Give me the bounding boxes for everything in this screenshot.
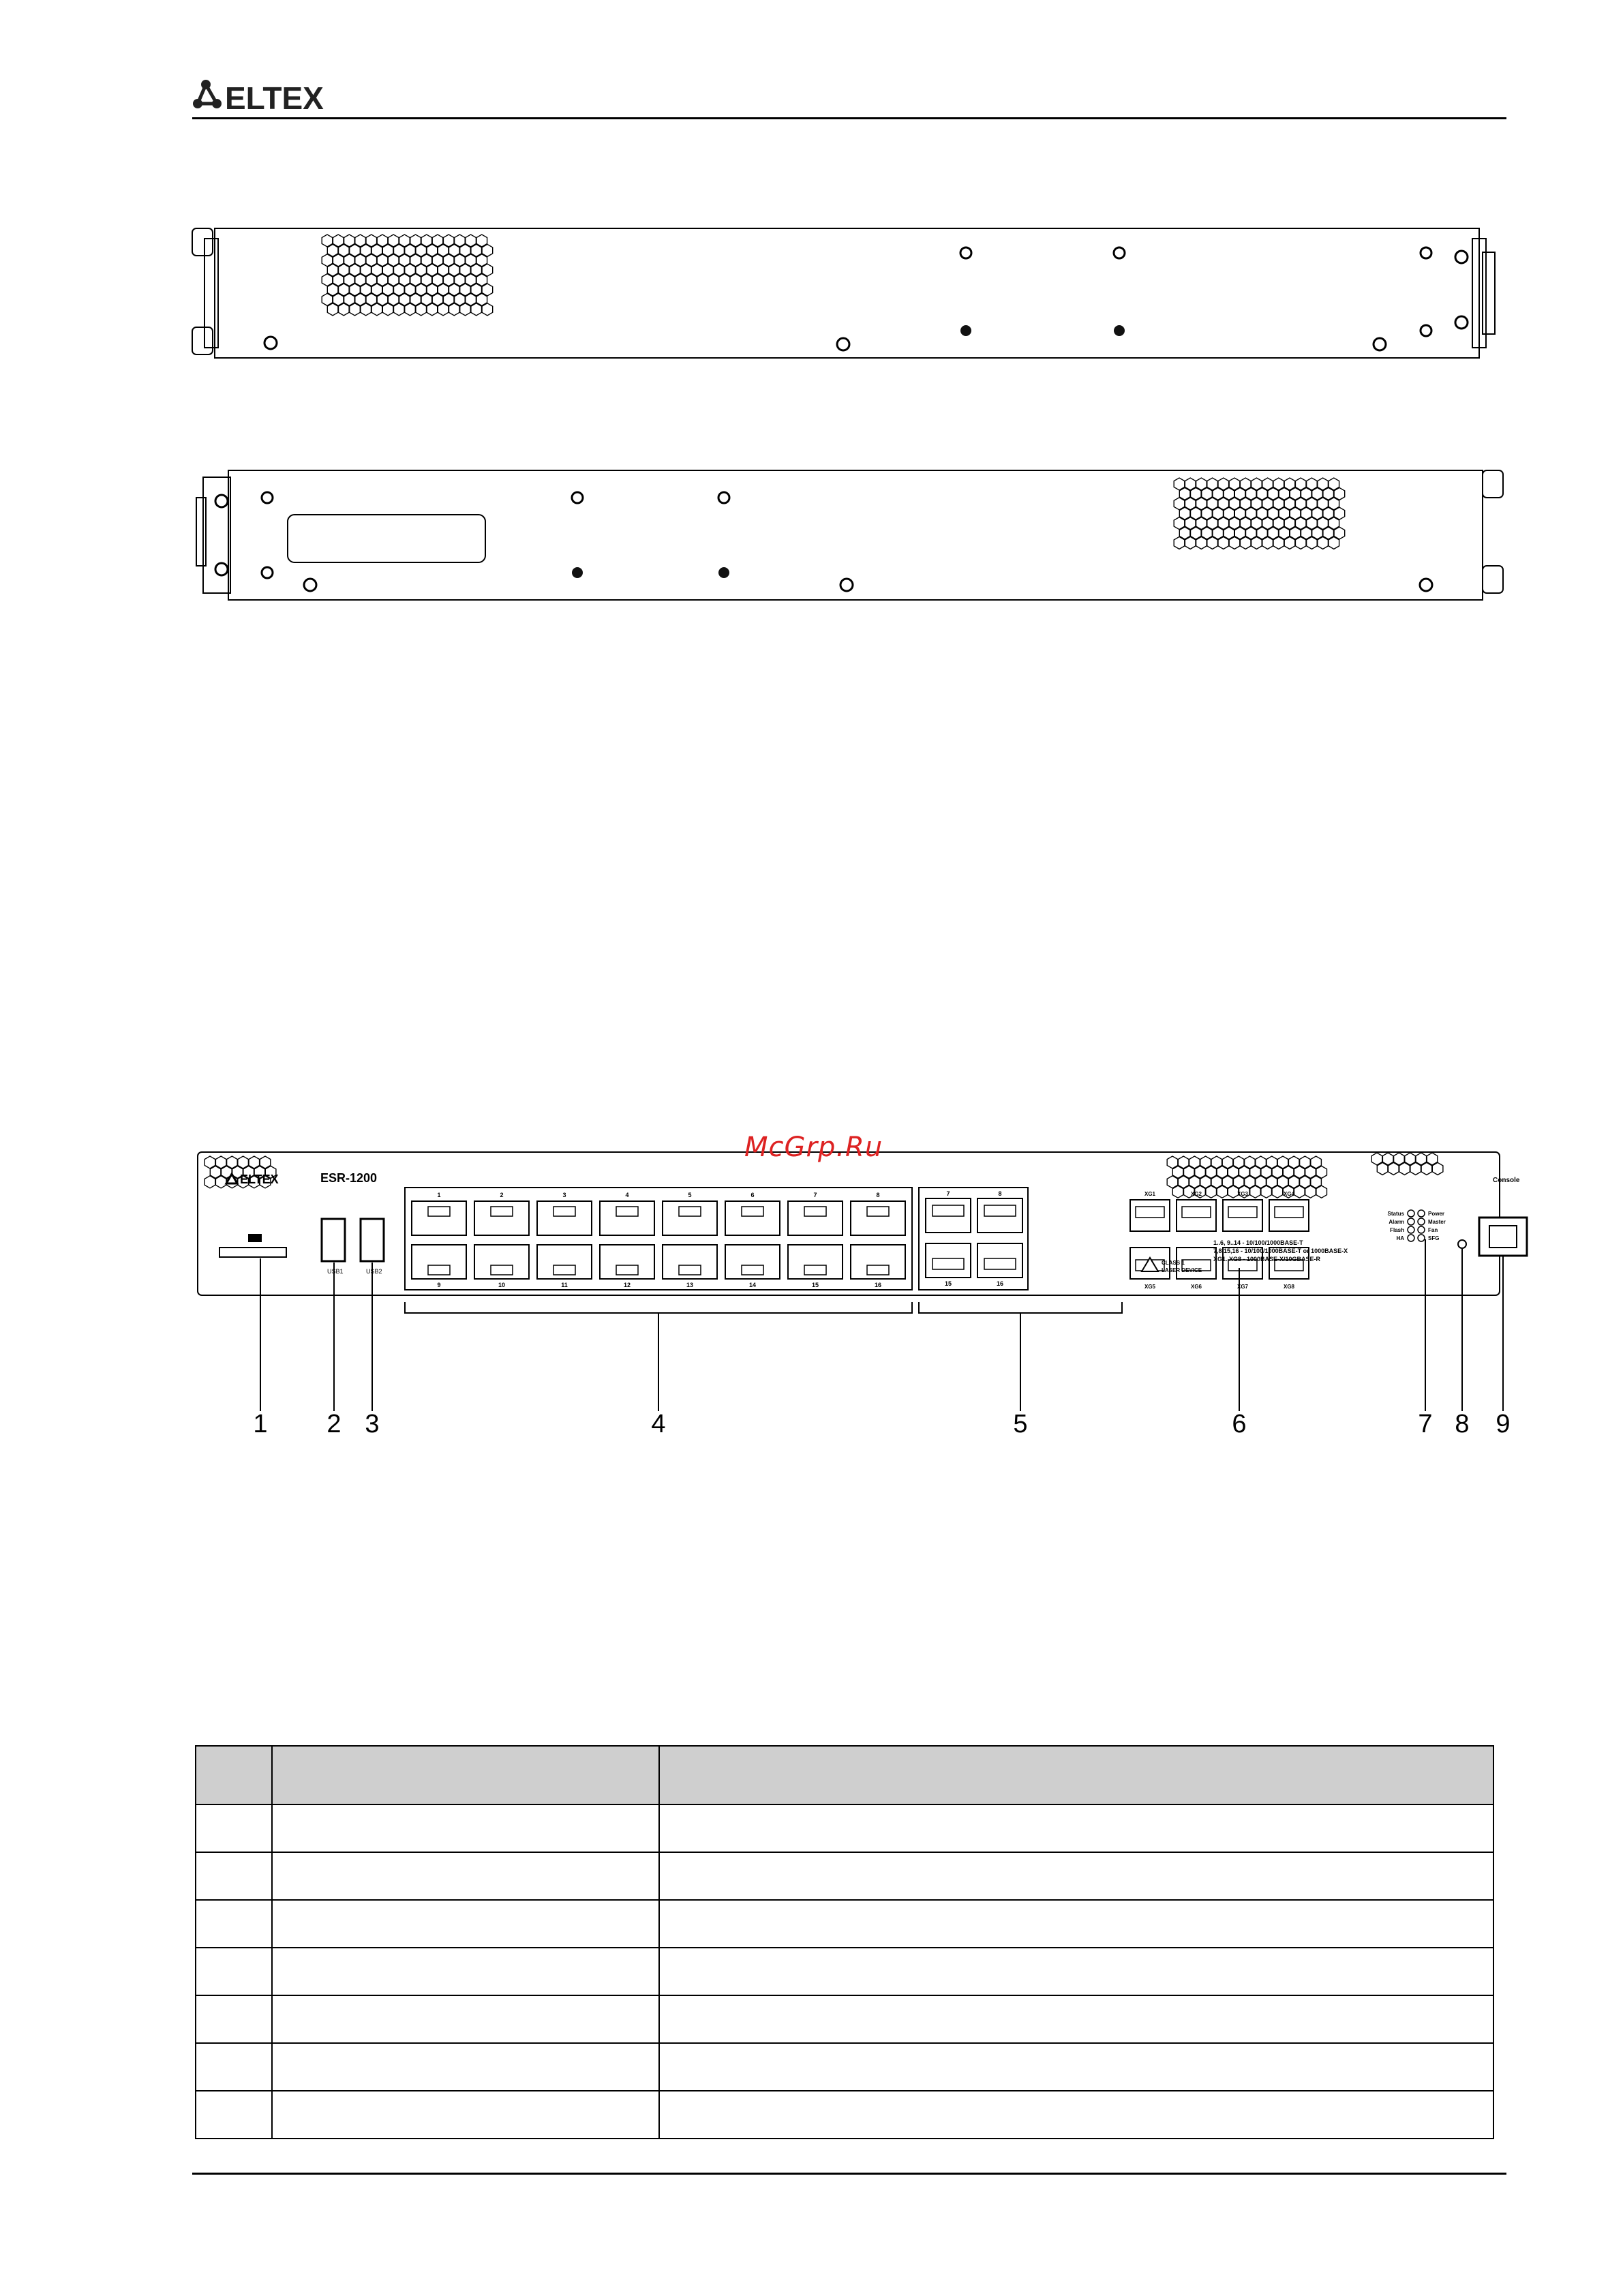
vent-hole <box>482 303 493 316</box>
port-number-label: 5 <box>688 1192 692 1198</box>
xg-label: XG1 <box>1144 1191 1156 1197</box>
header-rule <box>192 117 1506 119</box>
usb-port-1 <box>322 1219 345 1261</box>
reset-button <box>1458 1240 1466 1248</box>
led-label: Power <box>1428 1211 1445 1217</box>
led-indicator <box>1408 1235 1414 1241</box>
rj45-port-latch <box>804 1207 826 1216</box>
xg-label: XG7 <box>1237 1284 1249 1290</box>
rj45-port-latch <box>867 1207 889 1216</box>
vent-hole <box>460 303 471 316</box>
rj45-port-latch <box>553 1265 575 1275</box>
vent-hole <box>361 303 371 316</box>
xg-label: XG3 <box>1237 1191 1249 1197</box>
port-number-label: 14 <box>748 1282 757 1288</box>
port-number-label: 3 <box>562 1192 566 1198</box>
callout-6: 6 <box>1232 1410 1247 1438</box>
table-row <box>196 2091 1493 2139</box>
front-panel-elements-table <box>195 1745 1494 2139</box>
vent-hole <box>438 303 449 316</box>
vent-hole <box>204 1176 215 1188</box>
port-number-label: 16 <box>874 1282 882 1288</box>
sd-card-slot <box>219 1248 286 1257</box>
usb-label-1: USB1 <box>327 1268 344 1275</box>
vent-hole <box>1273 537 1284 549</box>
status-leds <box>1388 1210 1446 1241</box>
port-number-label: 13 <box>686 1282 694 1288</box>
port-number-label: 10 <box>498 1282 506 1288</box>
vent-hole <box>1377 1162 1388 1175</box>
vent-hole <box>1252 537 1262 549</box>
usb-port-2 <box>361 1219 384 1261</box>
laser-label-1: CLASS 1 <box>1162 1260 1185 1266</box>
vent-hole <box>1389 1162 1399 1175</box>
port-number-label: 7 <box>813 1192 817 1198</box>
legend-line-2: 7,8,15,16 - 10/100/1000BASE-T or 1000BASE-X <box>1213 1248 1348 1254</box>
watermark-text: McGrp.Ru <box>744 1132 883 1163</box>
console-label: Console <box>1493 1177 1520 1184</box>
sfp-number-label: 15 <box>944 1280 952 1287</box>
vent-hole <box>1174 537 1185 549</box>
led-indicator <box>1408 1218 1414 1225</box>
xg-label: XG6 <box>1190 1284 1202 1290</box>
vent-hole <box>1207 537 1218 549</box>
callout-5: 5 <box>1013 1410 1028 1438</box>
led-label: HA <box>1396 1235 1404 1241</box>
table-row <box>196 1852 1493 1900</box>
table-row <box>196 1900 1493 1948</box>
vent-hole <box>1206 1185 1217 1198</box>
vent-hole <box>471 303 482 316</box>
eltex-logo <box>192 75 356 116</box>
callout-2: 2 <box>327 1410 342 1438</box>
xg-port-slot <box>1136 1207 1164 1218</box>
front-eltex-logo <box>226 1173 279 1186</box>
port-legend <box>1213 1239 1348 1263</box>
sfp-slot <box>984 1258 1016 1269</box>
led-label: Status <box>1387 1211 1404 1217</box>
legend-line-1: 1..6, 9..14 - 10/100/1000BASE-T <box>1213 1239 1303 1246</box>
vent-hole <box>1432 1162 1443 1175</box>
vent-hole <box>416 303 427 316</box>
vent-hole <box>1410 1162 1421 1175</box>
sd-card-icon <box>248 1234 262 1242</box>
vent-hole <box>1261 1185 1272 1198</box>
vent-hole <box>1294 1185 1305 1198</box>
console-port-inner <box>1489 1226 1517 1248</box>
ventilation-grille <box>1174 478 1345 549</box>
led-label: SFG <box>1428 1235 1440 1241</box>
rj45-port-latch <box>428 1265 450 1275</box>
xg-label: XG4 <box>1283 1191 1295 1197</box>
port-number-label: 15 <box>811 1282 819 1288</box>
table-row <box>196 1995 1493 2043</box>
rj45-port-latch <box>742 1207 763 1216</box>
vent-hole <box>1272 1185 1283 1198</box>
rj45-port-latch <box>679 1207 701 1216</box>
vent-hole <box>1218 537 1229 549</box>
vent-hole <box>1262 537 1273 549</box>
vent-hole <box>350 303 361 316</box>
port-number-label: 11 <box>561 1282 568 1288</box>
led-indicator <box>1418 1235 1425 1241</box>
vent-hole <box>1329 537 1339 549</box>
rj45-port-latch <box>742 1265 763 1275</box>
callout-8: 8 <box>1455 1410 1470 1438</box>
rj45-port-latch <box>553 1207 575 1216</box>
xg-label: XG5 <box>1144 1284 1156 1290</box>
vent-hole <box>371 303 382 316</box>
legend-line-3: XG1..XG8 - 1000BASE-X/10GBASE-R <box>1213 1256 1321 1263</box>
sfp-slot <box>984 1205 1016 1216</box>
ventilation-grille <box>322 235 493 316</box>
port-number-label: 9 <box>437 1282 441 1288</box>
callout-9: 9 <box>1496 1410 1511 1438</box>
callout-1: 1 <box>253 1410 268 1438</box>
vent-hole <box>1217 1185 1228 1198</box>
rj45-port-latch <box>804 1265 826 1275</box>
vent-hole <box>327 303 338 316</box>
vent-hole <box>449 303 460 316</box>
port-number-label: 1 <box>437 1192 441 1198</box>
port-number-label: 12 <box>623 1282 631 1288</box>
vent-hole <box>1284 537 1295 549</box>
sfp-number-label: 7 <box>946 1190 950 1197</box>
sfp-slot <box>932 1205 964 1216</box>
callout-4: 4 <box>651 1410 666 1438</box>
vent-hole <box>1229 537 1240 549</box>
front-logo-text: ELTEX <box>240 1173 279 1186</box>
callout-7: 7 <box>1418 1410 1433 1438</box>
led-label: Flash <box>1390 1227 1404 1233</box>
rj45-port-latch <box>679 1265 701 1275</box>
model-label: ESR-1200 <box>320 1171 378 1185</box>
sfp-slot <box>932 1258 964 1269</box>
table-header-cell <box>272 1746 659 1804</box>
vent-hole <box>1305 1185 1316 1198</box>
eltex-logo-mark-icon <box>193 80 222 108</box>
callout-3: 3 <box>365 1410 380 1438</box>
led-indicator <box>1408 1226 1414 1233</box>
xg-label: XG8 <box>1283 1284 1295 1290</box>
xg-port-slot <box>1228 1207 1257 1218</box>
vent-hole <box>1185 537 1196 549</box>
usb-ports <box>322 1219 384 1275</box>
rj45-port-group <box>405 1188 912 1290</box>
vent-hole <box>1295 537 1306 549</box>
xg-port-slot <box>1275 1207 1303 1218</box>
device-front-panel <box>191 1138 1520 1452</box>
vent-hole <box>1316 1185 1327 1198</box>
vent-hole <box>1240 537 1251 549</box>
vent-hole <box>339 303 350 316</box>
table-row <box>196 1948 1493 1995</box>
combo-sfp-port-group <box>919 1188 1028 1290</box>
vent-hole <box>394 303 405 316</box>
table-row <box>196 1804 1493 1852</box>
sfp-number-label: 16 <box>996 1280 1004 1287</box>
vent-hole <box>1318 537 1329 549</box>
vent-hole <box>382 303 393 316</box>
device-side-view-left <box>191 215 1506 372</box>
led-label: Alarm <box>1389 1219 1404 1225</box>
rj45-port-latch <box>428 1207 450 1216</box>
vent-hole <box>1250 1185 1261 1198</box>
laser-label-2: LASER DEVICE <box>1162 1267 1202 1273</box>
vent-hole <box>1421 1162 1432 1175</box>
led-indicator <box>1418 1218 1425 1225</box>
xg-port-slot <box>1182 1207 1211 1218</box>
xg-label: XG2 <box>1190 1191 1202 1197</box>
rj45-port-latch <box>616 1265 638 1275</box>
vent-hole <box>215 1176 226 1188</box>
port-number-label: 4 <box>625 1192 629 1198</box>
port-number-label: 2 <box>500 1192 504 1198</box>
table-header-cell <box>196 1746 272 1804</box>
device-side-view-right <box>191 464 1506 620</box>
table-row <box>196 2043 1493 2091</box>
vent-hole <box>427 303 438 316</box>
table-header-cell <box>659 1746 1493 1804</box>
footer-rule <box>192 2173 1506 2175</box>
sfp-number-label: 8 <box>998 1190 1002 1197</box>
rj45-port-latch <box>616 1207 638 1216</box>
vent-hole <box>1172 1185 1183 1198</box>
port-number-label: 8 <box>876 1192 880 1198</box>
usb-label-2: USB2 <box>366 1268 382 1275</box>
rj45-port-latch <box>491 1207 513 1216</box>
rj45-port-latch <box>491 1265 513 1275</box>
led-indicator <box>1418 1226 1425 1233</box>
vent-hole <box>1307 537 1318 549</box>
port-number-label: 6 <box>750 1192 755 1198</box>
led-label: Fan <box>1428 1227 1438 1233</box>
table-header-row <box>196 1746 1493 1804</box>
led-label: Master <box>1428 1219 1446 1225</box>
led-indicator <box>1418 1210 1425 1217</box>
eltex-logo-text: ELTEX <box>225 80 324 116</box>
led-indicator <box>1408 1210 1414 1217</box>
rj45-port-latch <box>867 1265 889 1275</box>
vent-hole <box>405 303 416 316</box>
vent-hole <box>1399 1162 1410 1175</box>
vent-hole <box>1196 537 1207 549</box>
